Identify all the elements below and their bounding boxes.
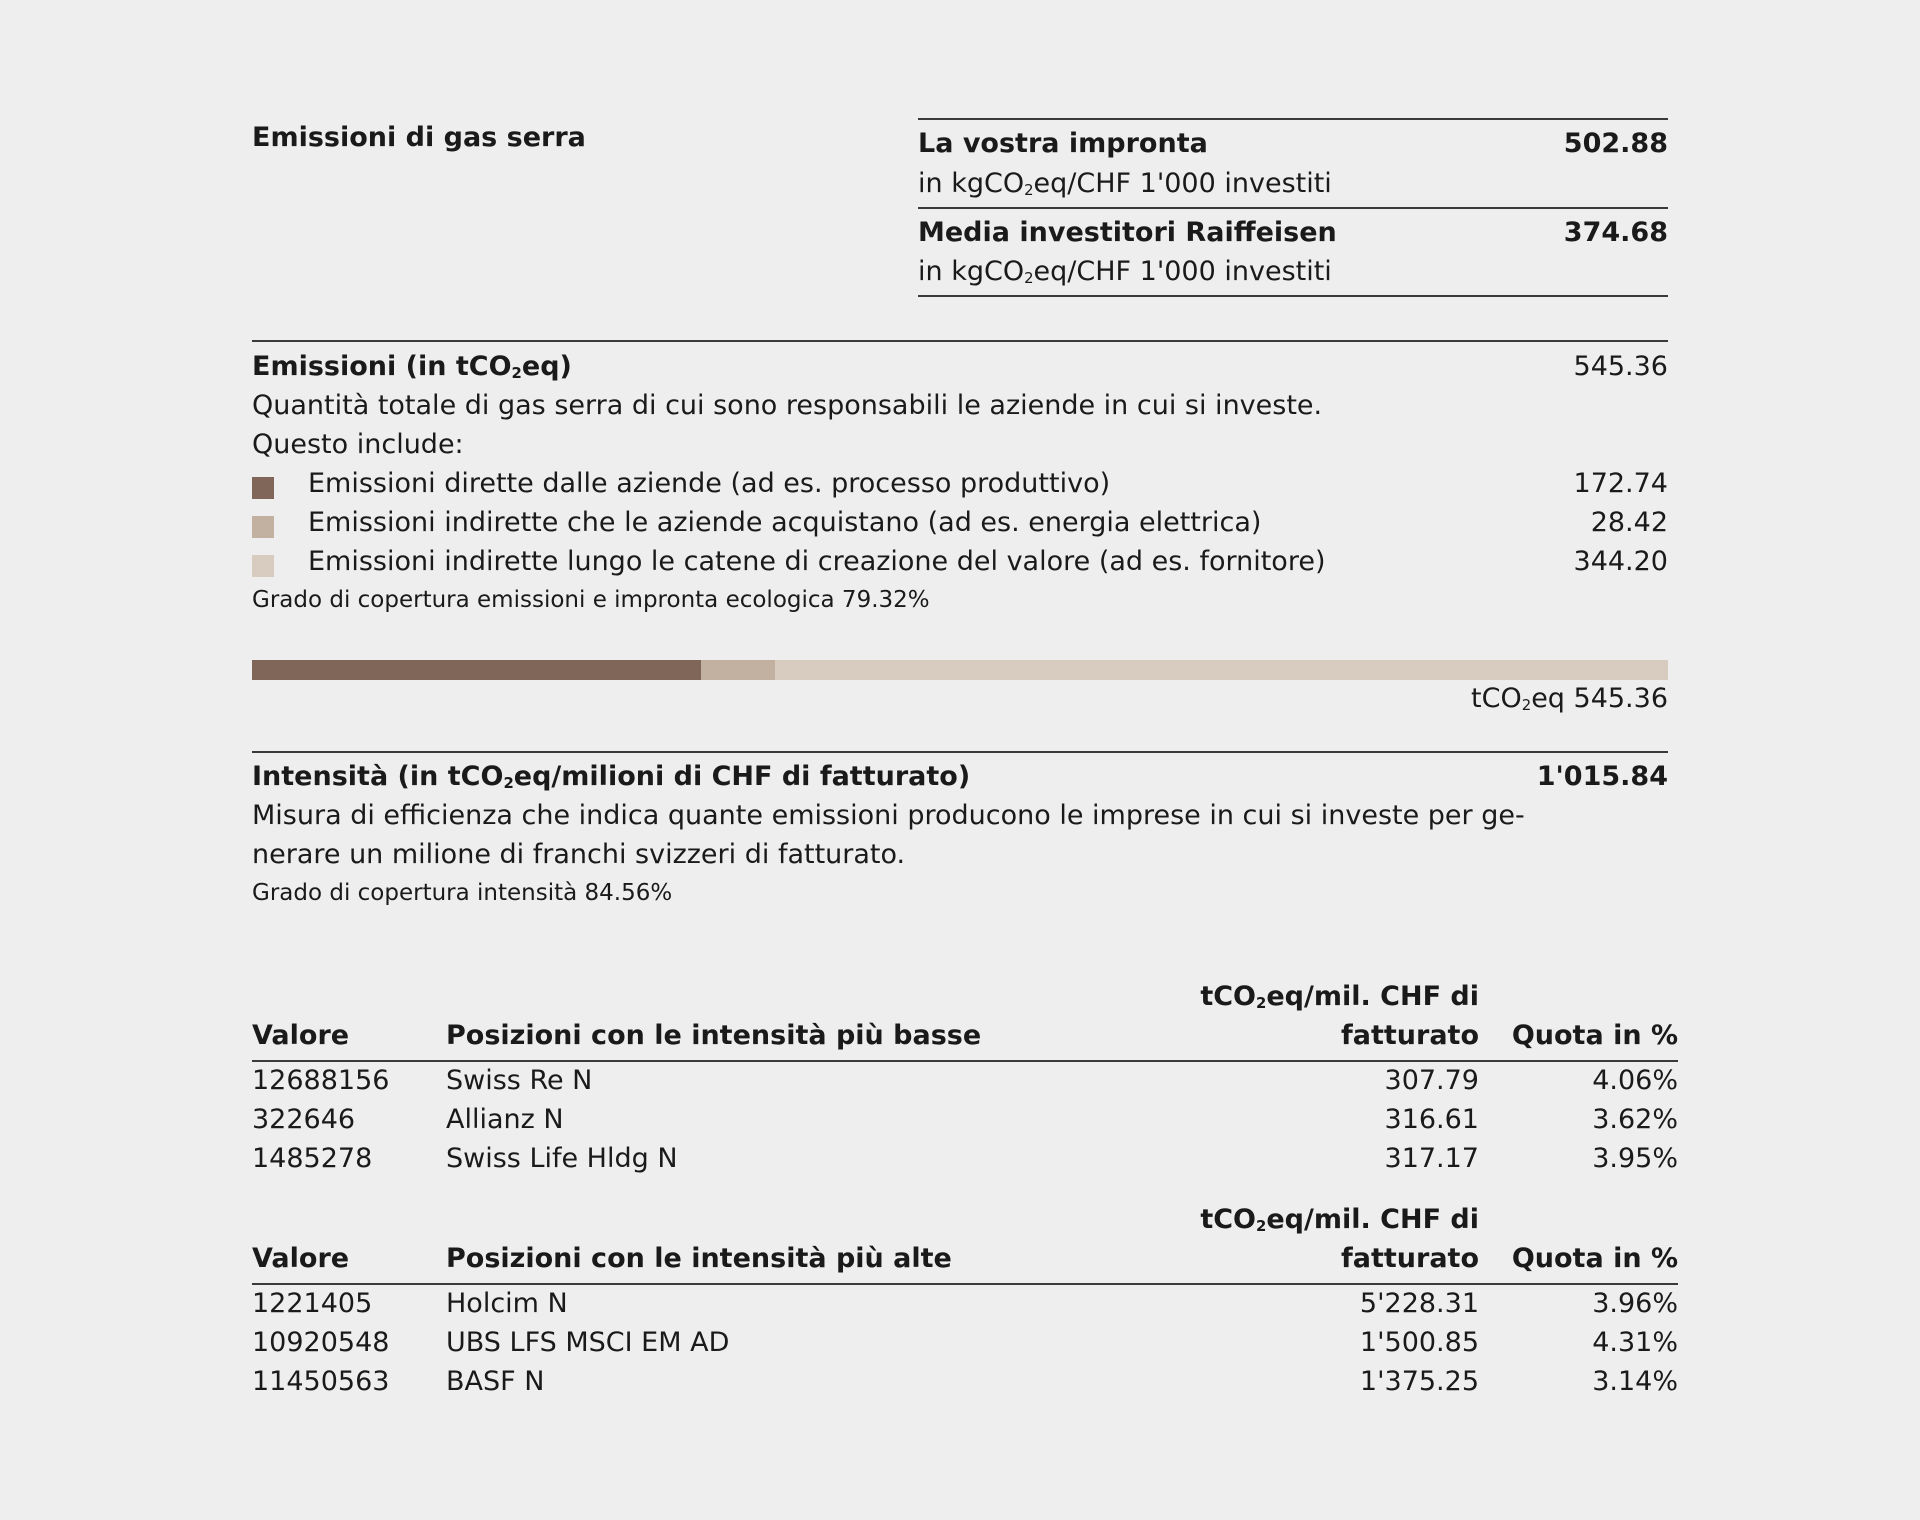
col-header-valore: Valore — [252, 1243, 350, 1274]
cell-quota: 3.14% — [1592, 1366, 1678, 1397]
cell-valore: 1485278 — [252, 1143, 373, 1174]
col-header-name: Posizioni con le intensità più alte — [446, 1243, 952, 1274]
footprint-bottom-rule — [918, 295, 1668, 297]
indirect-chain-swatch-icon — [252, 555, 274, 577]
bar-segment-direct — [252, 660, 701, 680]
average-footprint-unit: in kgCO$_2$eq/CHF 1'000 investiti — [918, 256, 1332, 287]
average-footprint-label: Media investitori Raiffeisen — [918, 217, 1337, 248]
cell-name: Swiss Life Hldg N — [446, 1143, 678, 1174]
intensity-description-line2: nerare un milione di franchi svizzeri di fatturato. — [252, 839, 906, 870]
your-footprint-unit: in kgCO$_2$eq/CHF 1'000 investiti — [918, 168, 1332, 199]
cell-name: UBS LFS MSCI EM AD — [446, 1327, 730, 1358]
legend-label: Emissioni dirette dalle aziende (ad es. processo produttivo) — [308, 468, 1111, 499]
emissions-title: Emissioni (in tCO$_2$eq) — [252, 351, 572, 382]
cell-valore: 10920548 — [252, 1327, 390, 1358]
col-header-intensity-line2: fatturato — [1341, 1020, 1479, 1051]
legend-item-direct — [252, 468, 1668, 506]
cell-quota: 3.96% — [1592, 1288, 1678, 1319]
cell-quota: 4.06% — [1592, 1065, 1678, 1096]
cell-name: Allianz N — [446, 1104, 564, 1135]
col-header-intensity: tCO$_2$eq/mil. CHF di — [1200, 1204, 1479, 1235]
your-footprint-value: 502.88 — [1563, 128, 1668, 159]
cell-intensity: 1'500.85 — [1359, 1327, 1479, 1358]
emissions-total: 545.36 — [1573, 351, 1668, 382]
emissions-description: Quantità totale di gas serra di cui sono responsabili le aziende in cui si investe. — [252, 390, 1323, 421]
emissions-coverage: Grado di copertura emissioni e impronta ecologica 79.32% — [252, 587, 930, 613]
legend-value: 28.42 — [1590, 507, 1668, 538]
intensity-header-row — [252, 761, 1668, 799]
cell-valore: 1221405 — [252, 1288, 373, 1319]
cell-name: BASF N — [446, 1366, 545, 1397]
bar-segment-indirect-energy — [701, 660, 775, 680]
direct-swatch-icon — [252, 477, 274, 499]
intensity-coverage: Grado di copertura intensità 84.56% — [252, 880, 673, 906]
col-header-quota: Quota in % — [1511, 1243, 1678, 1274]
cell-quota: 3.95% — [1592, 1143, 1678, 1174]
emissions-header-row — [252, 351, 1668, 389]
your-footprint-label: La vostra impronta — [918, 128, 1208, 159]
emissions-stacked-bar — [252, 660, 1668, 680]
cell-intensity: 307.79 — [1384, 1065, 1479, 1096]
legend-value: 172.74 — [1573, 468, 1668, 499]
intensity-description-line1: Misura di efficienza che indica quante emissioni producono le imprese in cui si investe per ge- — [252, 800, 1525, 831]
intensity-value: 1'015.84 — [1536, 761, 1668, 792]
average-footprint-value: 374.68 — [1563, 217, 1668, 248]
cell-quota: 4.31% — [1592, 1327, 1678, 1358]
col-header-quota: Quota in % — [1511, 1020, 1678, 1051]
cell-intensity: 5'228.31 — [1359, 1288, 1479, 1319]
footprint-top-rule — [918, 118, 1668, 120]
intensity-title: Intensità (in tCO$_2$eq/milioni di CHF di fatturato) — [252, 761, 971, 792]
cell-name: Holcim N — [446, 1288, 568, 1319]
legend-value: 344.20 — [1573, 546, 1668, 577]
intensity-top-rule — [252, 751, 1668, 753]
bar-segment-indirect-chain — [775, 660, 1668, 680]
col-header-intensity: tCO$_2$eq/mil. CHF di — [1200, 981, 1479, 1012]
footprint-mid-rule — [918, 207, 1668, 209]
emissions-top-rule — [252, 340, 1668, 342]
cell-valore: 12688156 — [252, 1065, 390, 1096]
section-title: Emissioni di gas serra — [252, 122, 586, 153]
indirect-energy-swatch-icon — [252, 516, 274, 538]
cell-quota: 3.62% — [1592, 1104, 1678, 1135]
cell-valore: 322646 — [252, 1104, 356, 1135]
col-header-valore: Valore — [252, 1020, 350, 1051]
cell-intensity: 317.17 — [1384, 1143, 1479, 1174]
cell-valore: 11450563 — [252, 1366, 390, 1397]
cell-intensity: 1'375.25 — [1359, 1366, 1479, 1397]
legend-item-indirect-chain — [252, 546, 1668, 584]
table-header-rule — [252, 1060, 1678, 1062]
cell-name: Swiss Re N — [446, 1065, 593, 1096]
legend-item-indirect-energy — [252, 507, 1668, 545]
table-header-rule — [252, 1283, 1678, 1285]
emissions-includes: Questo include: — [252, 429, 464, 460]
legend-label: Emissioni indirette lungo le catene di creazione del valore (ad es. fornitore) — [308, 546, 1326, 577]
cell-intensity: 316.61 — [1384, 1104, 1479, 1135]
col-header-intensity-line2: fatturato — [1341, 1243, 1479, 1274]
bar-total-label: tCO$_2$eq 545.36 — [1471, 683, 1668, 714]
col-header-name: Posizioni con le intensità più basse — [446, 1020, 982, 1051]
legend-label: Emissioni indirette che le aziende acquistano (ad es. energia elettrica) — [308, 507, 1262, 538]
